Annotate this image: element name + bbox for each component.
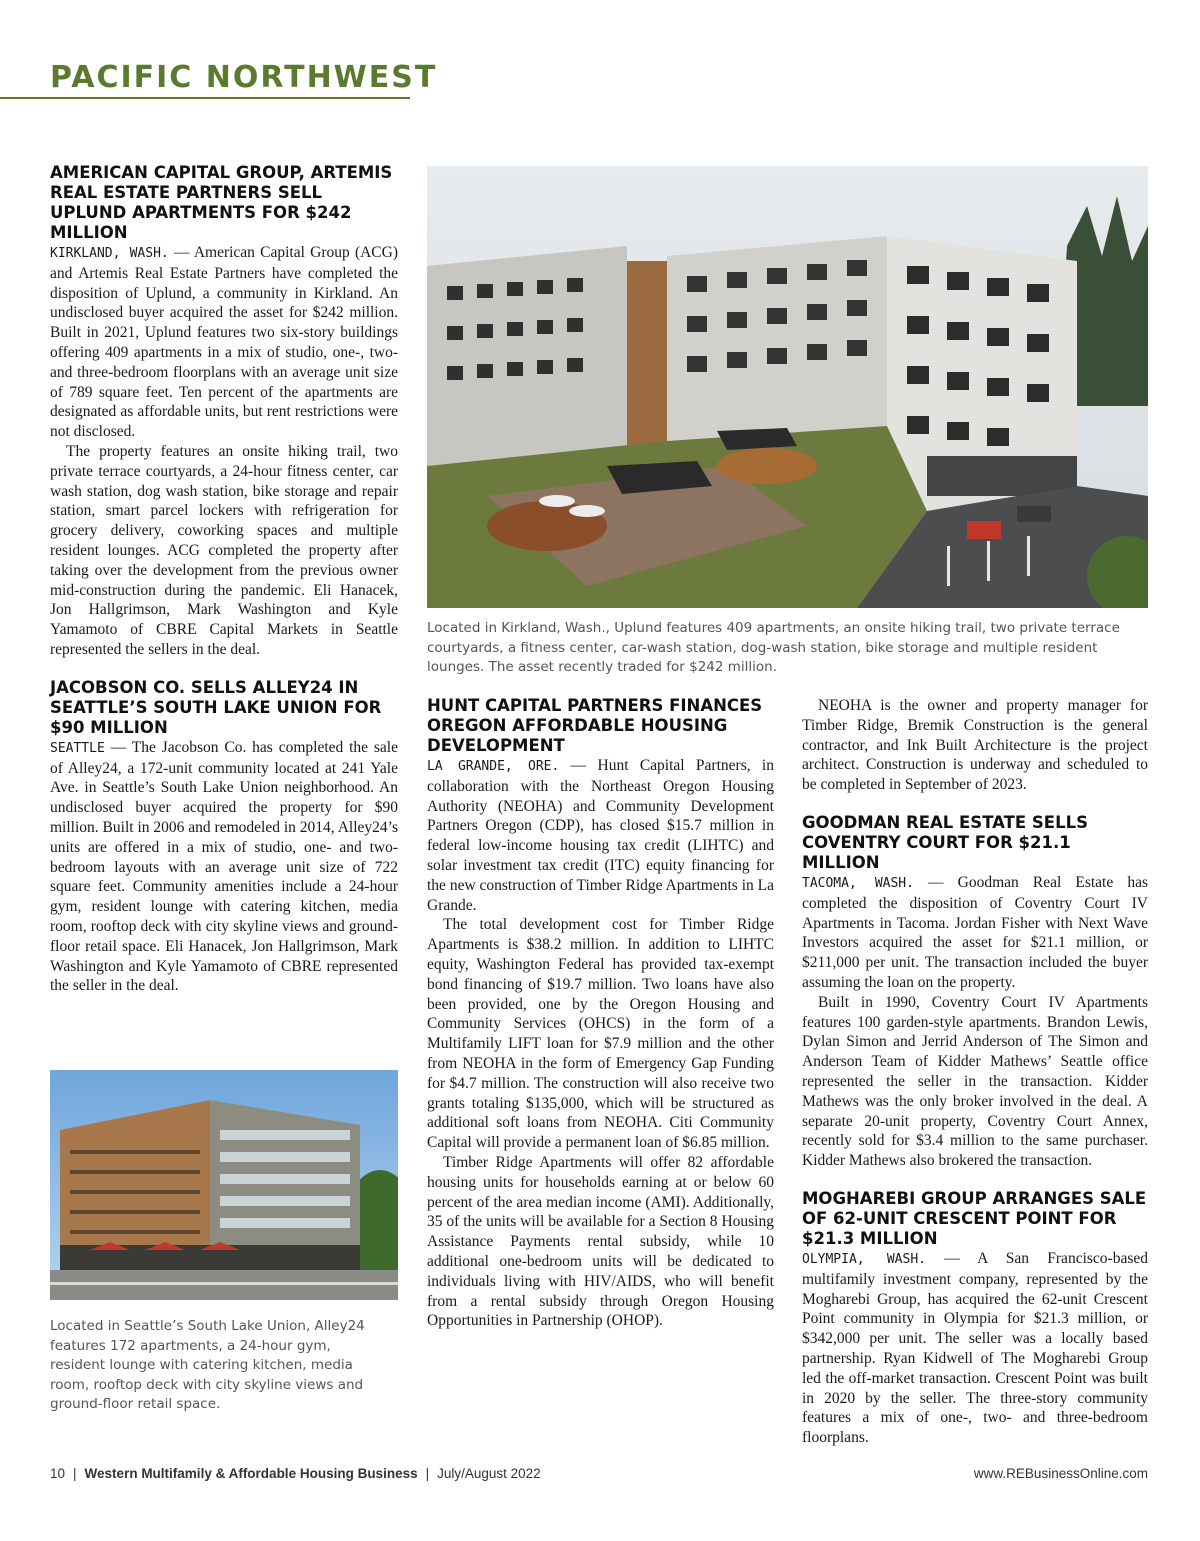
article-headline: GOODMAN REAL ESTATE SELLS COVENTRY COURT FOR $21.1 MILLION	[802, 812, 1088, 872]
website-link[interactable]: www.REBusinessOnline.com	[973, 1466, 1148, 1481]
dateline: KIRKLAND, WASH.	[50, 246, 169, 261]
page-number: 10	[50, 1466, 66, 1481]
uplund-photo	[427, 166, 1148, 608]
article-coventry	[802, 813, 1148, 1171]
article-paragraph: OLYMPIA, WASH. — A San Francisco-based multifamily investment company, represented by the Mogharebi Group, has acquired the 62-unit Crescent Point community in Olympia for $21.3 million, or $342,000 per unit. The seller was a locally based partnership. Ryan Kidwell of The Mogharebi Group led the off-market transaction. Crescent Point was built in 2020 by the seller. The three-story community features a mix of one-, two- and three-bedroom floorplans.	[802, 1249, 1148, 1447]
article-paragraph: Timber Ridge Apartments will offer 82 affordable housing units for households earning at or below 60 percent of the area median income (AMI). Additionally, 35 of the units will be available for a Section 8 Housing Assistance Payments rental subsidy, while 10 additional one-bedroom units will be dedicated to individuals living with HIV/AIDS, who will benefit from a rental subsidy through Oregon Housing Opportunities in Partnership (OHOP).	[427, 1153, 774, 1330]
article-paragraph: SEATTLE — The Jacobson Co. has completed the sale of Alley24, a 172-unit community located at 241 Yale Ave. in Seattle’s South Lake Union neighborhood. An undisclosed buyer acquired the property for $90 million. Built in 2006 and remodeled in 2014, Alley24’s units are offered in a mix of studio, one- and two-bedroom layouts with an average unit size of 722 square feet. Community amenities include a 24-hour gym, resident lounge with catering kitchen, media room, rooftop deck with city skyline views and ground-floor retail space. Eli Hanacek, Jon Hallgrimson, Mark Washington and Kyle Yamamoto of CBRE represented the seller in the deal.	[50, 738, 398, 995]
dateline: TACOMA, WASH.	[802, 875, 914, 891]
article-paragraph: TACOMA, WASH. — Goodman Real Estate has completed the disposition of Coventry Court IV Apartments in Tacoma. Jordan Fisher with Next Wave Investors acquired the asset for $21.1 million, or $211,000 per unit. The transaction included the buyer assuming the loan on the property.	[802, 873, 1148, 991]
alley24-caption: Located in Seattle’s South Lake Union, Alley24 features 172 apartments, a 24-hour gym, resident lounge with catering kitchen, media room, rooftop deck with city skyline views and ground-floor retail space.	[50, 1318, 365, 1412]
page-footer: 10 | Western Multifamily & Affordable Housing Business | July/August 2022 www.REBusinessOnline.com	[50, 1466, 1148, 1481]
article-paragraph: KIRKLAND, WASH. — American Capital Group (ACG) and Artemis Real Estate Partners have completed the disposition of Uplund, a community in Kirkland. An undisclosed buyer acquired the asset for $242 million. Built in 2021, Uplund features two six-story buildings offering 409 apartments in a mix of studio, one-, two- and three-bedroom floorplans with an average unit size of 789 square feet. Ten percent of the apartments are designated as affordable units, but rent restrictions were not disclosed.	[50, 244, 398, 441]
article-alley24	[50, 678, 398, 996]
column-middle	[427, 696, 774, 1331]
dateline: LA GRANDE, ORE.	[427, 759, 560, 774]
publication-name: Western Multifamily & Affordable Housing Business	[84, 1466, 418, 1481]
column-right	[802, 696, 1148, 1448]
article-paragraph: LA GRANDE, ORE. — Hunt Capital Partners, in collaboration with the Northeast Oregon Housing Authority (NEOHA) and Community Development Partners Oregon (CDP), has closed $15.7 million in federal low-income housing tax credit (LIHTC) and solar investment tax credit (ITC) equity financing for the new construction of Timber Ridge Apartments in La Grande.	[427, 757, 774, 914]
article-headline: AMERICAN CAPITAL GROUP, ARTEMIS REAL ESTATE PARTNERS SELL UPLUND APARTMENTS FOR $242 MILLION	[50, 163, 393, 242]
dateline: OLYMPIA, WASH.	[802, 1251, 926, 1267]
issue-date: July/August 2022	[437, 1466, 541, 1481]
alley24-photo	[50, 1070, 398, 1300]
article-crescent-point	[802, 1189, 1148, 1448]
article-headline: JACOBSON CO. SELLS ALLEY24 IN SEATTLE’S SOUTH LAKE UNION FOR $90 MILLION	[50, 677, 382, 737]
uplund-caption-box	[427, 619, 1148, 678]
article-paragraph: NEOHA is the owner and property manager for Timber Ridge, Bremik Construction is the general contractor, and Ink Built Architecture is the project architect. Construction is underway and scheduled to be completed in September of 2023.	[802, 697, 1148, 794]
article-paragraph: The total development cost for Timber Ridge Apartments is $38.2 million. In addition to LIHTC equity, Washington Federal has provided tax-exempt bond financing of $19.7 million. Two loans have also been provided, one by the Oregon Housing and Community Services (OHCS) in the form of a Multifamily LIFT loan for $7.9 million and the other from NEOHA in the form of Emergency Gap Funding for $4.7 million. The construction will also receive two grants totaling $135,000, which will be structured as additional soft loans from NEOHA. Citi Community Capital will provide a permanent loan of $6.85 million.	[427, 916, 774, 1152]
uplund-caption: Located in Kirkland, Wash., Uplund features 409 apartments, an onsite hiking trail, two private terrace courtyards, a fitness center, car-wash station, dog-wash station, bike storage and multiple resident lounges. The asset recently traded for $242 million.	[427, 620, 1120, 675]
alley24-caption-box	[50, 1317, 380, 1415]
dateline: SEATTLE	[50, 740, 105, 756]
section-rule	[0, 97, 410, 99]
column-left	[50, 163, 398, 996]
article-headline: MOGHAREBI GROUP ARRANGES SALE OF 62-UNIT CRESCENT POINT FOR $21.3 MILLION	[802, 1188, 1147, 1248]
article-uplund	[50, 163, 398, 660]
article-paragraph: The property features an onsite hiking trail, two private terrace courtyards, a 24-hour fitness center, car wash station, dog wash station, bike storage and repair station, smart parcel lockers with refrigeration for grocery delivery, coworking spaces and multiple resident lounges. ACG completed the property after taking over the development from the previous owner mid-construction during the pandemic. Eli Hanacek, Jon Hallgrimson, Mark Washington and Kyle Yamamoto of CBRE Capital Markets in Seattle represented the sellers in the deal.	[50, 442, 398, 658]
section-title: PACIFIC NORTHWEST	[50, 60, 438, 95]
article-headline: HUNT CAPITAL PARTNERS FINANCES OREGON AFFORDABLE HOUSING DEVELOPMENT	[427, 696, 763, 755]
article-paragraph: Built in 1990, Coventry Court IV Apartments features 100 garden-style apartments. Brandon Lewis, Dylan Simon and Jerrid Anderson of The Simon and Anderson Team of Kidder Mathews’ Seattle office represented the seller in the transaction. Kidder Mathews was the only broker involved in the deal. A separate 20-unit property, Coventry Court Annex, recently sold for $3.4 million to the same purchaser. Kidder Mathews also brokered the transaction.	[802, 993, 1148, 1170]
